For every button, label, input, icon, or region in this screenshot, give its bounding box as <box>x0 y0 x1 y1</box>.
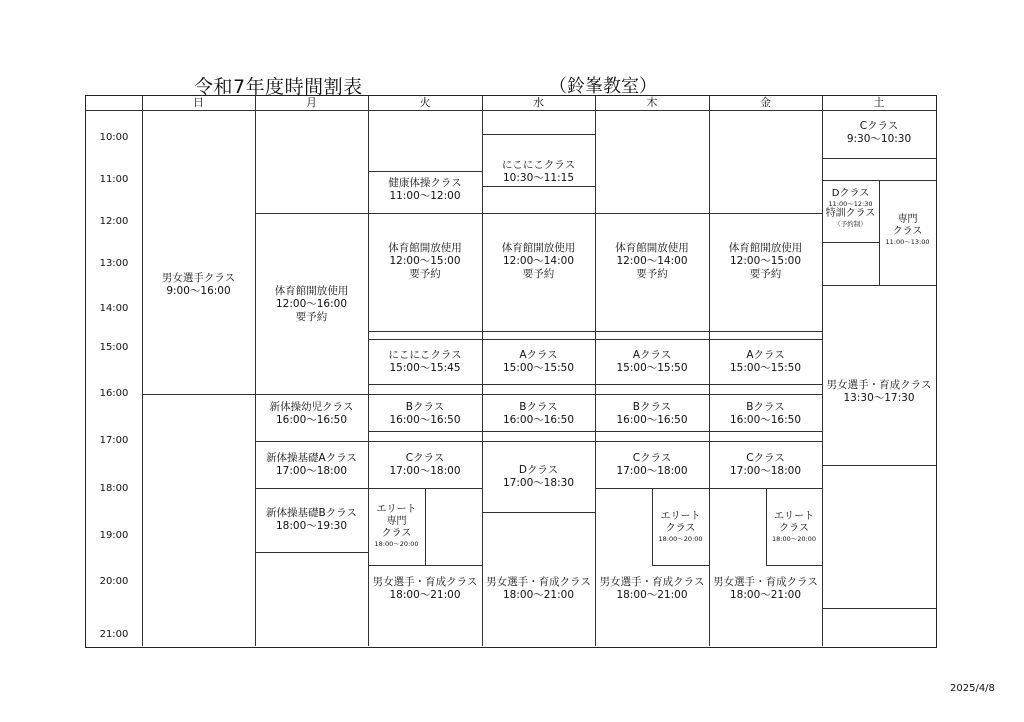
class-name: 体育館開放使用 <box>274 285 349 297</box>
class-thu-elite <box>652 511 709 543</box>
class-name: Aクラス <box>519 349 558 361</box>
time-label: 17:00 <box>99 435 129 446</box>
class-name: Cクラス <box>746 452 785 464</box>
class-name: 男女選手・育成クラス <box>599 576 705 588</box>
class-time: 15:00～15:50 <box>502 362 575 374</box>
class-time: 16:00～16:50 <box>616 414 688 426</box>
class-mon-basic-a <box>255 452 368 478</box>
class-sat-senmon <box>879 214 936 246</box>
class-name: Aクラス <box>746 349 785 361</box>
class-name: クラス <box>892 226 923 237</box>
class-tue-open-gym <box>368 242 482 281</box>
class-time: 17:00～18:00 <box>616 465 688 477</box>
class-time: 17:00～18:00 <box>389 465 461 477</box>
class-name: 特訓クラス <box>825 208 876 219</box>
class-wed-players <box>482 576 595 602</box>
class-note: 要予約 <box>295 311 328 323</box>
class-name: 専門 <box>897 214 918 225</box>
time-label: 11:00 <box>99 174 129 185</box>
time-label: 10:00 <box>99 132 129 143</box>
class-name: 新体操基礎Bクラス <box>266 507 357 519</box>
class-name: 体育館開放使用 <box>728 242 803 254</box>
day-wed: 水 <box>533 96 544 109</box>
class-time: 9:00～16:00 <box>166 285 231 297</box>
class-name: Bクラス <box>746 401 785 413</box>
class-name: クラス <box>779 523 809 534</box>
class-tue-health <box>368 177 482 203</box>
class-name: にこにこクラス <box>388 349 462 361</box>
class-time: 9:30～10:30 <box>846 133 912 145</box>
class-time: 15:00～15:45 <box>389 362 461 374</box>
class-time: 11:00～12:30 <box>828 200 873 208</box>
class-tue-players <box>368 576 482 602</box>
class-time: 18:00～20:00 <box>658 535 703 543</box>
class-time: 11:00～12:00 <box>389 190 461 202</box>
day-mon: 月 <box>306 96 317 109</box>
class-sun-players <box>142 272 255 298</box>
day-sat: 土 <box>873 96 885 109</box>
class-name: 専門 <box>386 516 407 527</box>
class-name: Dクラス <box>831 188 870 199</box>
page-title: 令和7年度時間割表 <box>194 76 363 98</box>
class-time: 18:00～21:00 <box>729 589 802 601</box>
class-name: Cクラス <box>859 120 899 132</box>
class-time: 16:00～16:50 <box>275 414 348 426</box>
date-label: 2025/4/8 <box>950 683 995 694</box>
class-name: Bクラス <box>632 401 672 413</box>
day-fri: 金 <box>760 96 771 109</box>
class-wed-nikoniko <box>482 159 595 185</box>
class-fri-a <box>709 349 822 375</box>
time-label: 13:00 <box>99 258 129 269</box>
class-time: 12:00～16:00 <box>275 298 348 310</box>
time-label: 12:00 <box>99 216 129 227</box>
class-wed-d <box>482 464 595 490</box>
class-time: 16:00～16:50 <box>502 414 575 426</box>
time-label: 14:00 <box>99 303 129 314</box>
class-time: 16:00～16:50 <box>389 414 461 426</box>
class-name: 体育館開放使用 <box>501 242 576 254</box>
class-wed-a <box>482 349 595 375</box>
class-note: 要予約 <box>522 268 555 280</box>
class-name: にこにこクラス <box>501 159 576 171</box>
class-name: エリート <box>774 511 814 522</box>
class-tue-c <box>368 452 482 478</box>
class-name: Cクラス <box>632 452 672 464</box>
class-time: 12:00～15:00 <box>389 255 461 267</box>
class-time: 18:00～20:00 <box>772 535 816 543</box>
class-name: 体育館開放使用 <box>615 242 689 254</box>
class-name: Dクラス <box>518 464 559 476</box>
class-name: Bクラス <box>519 401 558 413</box>
class-fri-open-gym <box>709 242 822 281</box>
class-note: 要予約 <box>636 268 668 280</box>
class-name: 体育館開放使用 <box>388 242 462 254</box>
class-thu-a <box>595 349 709 375</box>
class-time: 17:00～18:00 <box>275 465 348 477</box>
class-thu-c <box>595 452 709 478</box>
class-time: 16:00～16:50 <box>729 414 802 426</box>
class-name: エリート <box>376 504 417 515</box>
class-mon-kids <box>255 401 368 427</box>
class-mon-basic-b <box>255 507 368 533</box>
time-label: 16:00 <box>99 388 129 399</box>
class-sat-d <box>822 188 879 228</box>
class-name: 男女選手・育成クラス <box>713 576 818 588</box>
class-name: 男女選手・育成クラス <box>486 576 591 588</box>
location-label: （鈴峯教室） <box>549 76 657 97</box>
class-time: 10:30～11:15 <box>502 172 575 184</box>
class-fri-c <box>709 452 822 478</box>
class-name: Aクラス <box>632 349 672 361</box>
class-fri-elite <box>766 511 822 543</box>
class-name: Cクラス <box>405 452 445 464</box>
class-time: 15:00～15:50 <box>729 362 802 374</box>
time-label: 18:00 <box>99 483 129 494</box>
day-sun: 日 <box>193 96 204 109</box>
day-tue: 火 <box>419 96 431 109</box>
class-name: 男女選手クラス <box>161 272 236 284</box>
class-note: 要予約 <box>749 268 782 280</box>
class-name: クラス <box>381 528 412 539</box>
class-time: 17:00～18:30 <box>502 477 575 489</box>
time-label: 21:00 <box>99 629 129 640</box>
class-thu-players <box>595 576 709 602</box>
time-label: 19:00 <box>99 530 129 541</box>
class-time: 13:30～17:30 <box>843 392 915 404</box>
time-label: 15:00 <box>99 342 129 353</box>
class-note: 要予約 <box>409 268 441 280</box>
timetable <box>85 95 937 648</box>
time-label: 20:00 <box>99 576 129 587</box>
class-time: 11:00～13:00 <box>885 238 930 246</box>
class-time: 12:00～14:00 <box>616 255 688 267</box>
class-fri-players <box>709 576 822 602</box>
class-name: 新体操基礎Aクラス <box>266 452 357 464</box>
class-tue-b <box>368 401 482 427</box>
class-name: Bクラス <box>405 401 445 413</box>
class-wed-b <box>482 401 595 427</box>
class-time: 18:00～21:00 <box>502 589 575 601</box>
class-sat-c <box>822 120 936 146</box>
class-thu-b <box>595 401 709 427</box>
class-note: （予約制） <box>834 220 867 228</box>
class-thu-open-gym <box>595 242 709 281</box>
class-mon-open-gym <box>255 285 368 324</box>
class-name: 新体操幼児クラス <box>269 401 354 413</box>
class-sat-players <box>822 379 936 405</box>
class-time: 12:00～14:00 <box>502 255 575 267</box>
class-name: クラス <box>665 523 696 534</box>
day-thu: 木 <box>646 96 658 109</box>
class-time: 18:00～20:00 <box>374 540 419 548</box>
class-tue-nikoniko <box>368 349 482 375</box>
class-name: 健康体操クラス <box>388 177 462 189</box>
class-name: エリート <box>660 511 701 522</box>
class-tue-elite <box>368 504 425 548</box>
class-time: 17:00～18:00 <box>729 465 802 477</box>
class-time: 15:00～15:50 <box>616 362 688 374</box>
class-time: 18:00～19:30 <box>275 520 348 532</box>
class-wed-open-gym <box>482 242 595 281</box>
class-time: 18:00～21:00 <box>389 589 461 601</box>
class-time: 18:00～21:00 <box>616 589 688 601</box>
class-name: 男女選手・育成クラス <box>826 379 932 391</box>
class-fri-b <box>709 401 822 427</box>
class-time: 12:00～15:00 <box>729 255 802 267</box>
class-name: 男女選手・育成クラス <box>372 576 478 588</box>
